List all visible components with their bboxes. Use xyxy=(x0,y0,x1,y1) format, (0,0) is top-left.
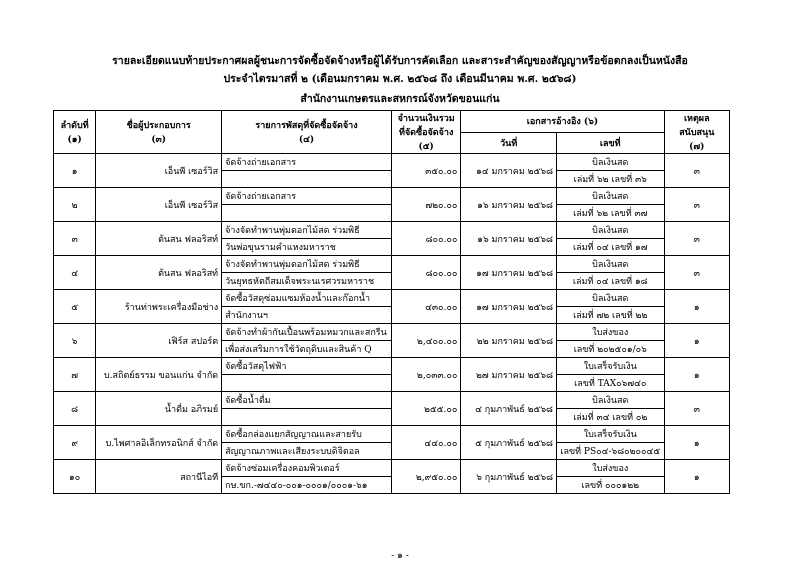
cell-no: ๖ xyxy=(54,324,96,358)
cell-doc-type: บิลเงินสด xyxy=(557,188,665,205)
cell-vendor: เอ็นพี เซอร์วิส xyxy=(96,188,222,222)
header-amount: จำนวนเงินรวม ที่จัดซื้อจัดจ้าง (๕) xyxy=(391,111,460,154)
cell-doc-number: เล่มที่ ๐๔ เลขที่ ๑๗ xyxy=(557,239,665,256)
cell-vendor: เฟิร์ส สปอร์ต xyxy=(96,324,222,358)
cell-item-line-2: กษ.ขก.-๗๔๔๐-๐๐๑-๐๐๐๑/๐๐๐๑-๖๑ xyxy=(222,477,392,494)
cell-reason: ๓ xyxy=(664,222,729,256)
cell-amount: ๒,๙๕๐.๐๐ xyxy=(391,460,460,494)
cell-date: ๖ กุมภาพันธ์ ๒๕๖๘ xyxy=(461,460,557,494)
cell-vendor: บ.สถิตย์ธรรม ขอนแก่น จำกัด xyxy=(96,358,222,392)
cell-item-line-1: จัดซื้อวัสดุซ่อมแซมห้องน้ำและก๊อกน้ำ xyxy=(222,290,392,307)
cell-amount: ๒,๐๓๓.๐๐ xyxy=(391,358,460,392)
cell-item-line-2: สัญญาณภาพและเสียงระบบดิจิตอล xyxy=(222,443,392,460)
table-row xyxy=(54,222,730,239)
cell-date: ๑๖ มกราคม ๒๕๖๘ xyxy=(461,188,557,222)
cell-reason: ๓ xyxy=(664,256,729,290)
cell-reason: ๑ xyxy=(664,358,729,392)
cell-item-line-1: จัดซื้อกล่องแยกสัญญาณและสายรับ xyxy=(222,426,392,443)
header-docs: เอกสารอ้างอิง (๖) xyxy=(461,111,664,133)
title-line-3: สำนักงานเกษตรและสหกรณ์จังหวัดขอนแก่น xyxy=(300,93,500,105)
table-row xyxy=(54,392,730,409)
procurement-table xyxy=(53,110,730,494)
cell-date: ๒๗ มกราคม ๒๕๖๘ xyxy=(461,358,557,392)
cell-item-line-2: วันยุทธหัตถีสมเด็จพระนเรศวรมหาราช xyxy=(222,273,392,290)
cell-doc-number: เล่มที่ ๖๒ เลขที่ ๓๖ xyxy=(557,171,665,188)
cell-vendor: ต้นสน ฟลอริสท์ xyxy=(96,256,222,290)
cell-amount: ๔๓๐.๐๐ xyxy=(391,290,460,324)
cell-doc-number: เลขที่ ๒๐๒๕๐๑/๐๖ xyxy=(557,341,665,358)
cell-doc-number: เลขที่ TAX๐๖๗๔๐ xyxy=(557,375,665,392)
cell-amount: ๔๔๐.๐๐ xyxy=(391,426,460,460)
cell-doc-type: ใบเสร็จรับเงิน xyxy=(557,358,665,375)
table-row xyxy=(54,188,730,205)
cell-item-line-2 xyxy=(222,205,392,222)
cell-doc-type: บิลเงินสด xyxy=(557,256,665,273)
cell-item-line-1: จัดซื้อวัสดุไฟฟ้า xyxy=(222,358,392,375)
header-no: ลำดับที่ (๑) xyxy=(54,111,96,154)
cell-doc-type: บิลเงินสด xyxy=(557,392,665,409)
cell-amount: ๓๕๐.๐๐ xyxy=(391,154,460,188)
cell-reason: ๓ xyxy=(664,188,729,222)
cell-date: ๑๔ มกราคม ๒๕๖๘ xyxy=(461,154,557,188)
cell-doc-number: เล่มที่ ๓๔ เลขที่ ๐๒ xyxy=(557,409,665,426)
table-row xyxy=(54,290,730,307)
header-reason: เหตุผลสนับสนุน (๗) xyxy=(664,111,729,154)
cell-date: ๔ กุมภาพันธ์ ๒๕๖๘ xyxy=(461,392,557,426)
cell-no: ๕ xyxy=(54,290,96,324)
cell-vendor: ร้านท่าพระเครื่องมือช่าง xyxy=(96,290,222,324)
cell-doc-type: ใบส่งของ xyxy=(557,460,665,477)
title-line-1: รายละเอียดแนบท้ายประกาศผลผู้ชนะการจัดซื้อจัดจ้างหรือผู้ได้รับการคัดเลือก และสาระสำคัญของสัญญาหรือข้อตกลงเป็นหนังสือ xyxy=(112,55,688,67)
cell-doc-number: เล่มที่ ๐๔ เลขที่ ๑๘ xyxy=(557,273,665,290)
cell-item-line-2 xyxy=(222,375,392,392)
cell-item-line-1: จัดซื้อน้ำดื่ม xyxy=(222,392,392,409)
table-row xyxy=(54,154,730,171)
cell-no: ๓ xyxy=(54,222,96,256)
cell-doc-type: บิลเงินสด xyxy=(557,222,665,239)
title-line-2: ประจำไตรมาสที่ ๒ (เดือนมกราคม พ.ศ. ๒๕๖๘ ถึง เดือนมีนาคม พ.ศ. ๒๕๖๘) xyxy=(223,73,577,85)
cell-date: ๑๖ มกราคม ๒๕๖๘ xyxy=(461,222,557,256)
cell-vendor: น้ำดื่ม อภิรมย์ xyxy=(96,392,222,426)
cell-date: ๒๒ มกราคม ๒๕๖๘ xyxy=(461,324,557,358)
cell-no: ๒ xyxy=(54,188,96,222)
cell-amount: ๒,๔๐๐.๐๐ xyxy=(391,324,460,358)
cell-item-line-2: เพื่อส่งเสริมการใช้วัตถุดิบและสินค้า Q xyxy=(222,341,392,358)
table-row xyxy=(54,426,730,443)
cell-reason: ๓ xyxy=(664,154,729,188)
header-vendor: ชื่อผู้ประกอบการ (๓) xyxy=(96,111,222,154)
table-row xyxy=(54,358,730,375)
cell-amount: ๘๐๐.๐๐ xyxy=(391,256,460,290)
cell-doc-number: เลขที่ PS๐๔-๖๘๐๒๐๐๔๕ xyxy=(557,443,665,460)
cell-amount: ๘๐๐.๐๐ xyxy=(391,222,460,256)
cell-no: ๑ xyxy=(54,154,96,188)
cell-reason: ๑ xyxy=(664,426,729,460)
table-row xyxy=(54,460,730,477)
cell-no: ๙ xyxy=(54,426,96,460)
cell-amount: ๗๒๐.๐๐ xyxy=(391,188,460,222)
cell-no: ๗ xyxy=(54,358,96,392)
table-row xyxy=(54,324,730,341)
table-row xyxy=(54,256,730,273)
cell-no: ๘ xyxy=(54,392,96,426)
cell-date: ๕ กุมภาพันธ์ ๒๕๖๘ xyxy=(461,426,557,460)
cell-doc-type: บิลเงินสด xyxy=(557,290,665,307)
cell-item-line-2 xyxy=(222,171,392,188)
cell-amount: ๒๕๕.๐๐ xyxy=(391,392,460,426)
cell-no: ๔ xyxy=(54,256,96,290)
cell-reason: ๑ xyxy=(664,460,729,494)
header-item: รายการพัสดุที่จัดซื้อจัดจ้าง (๔) xyxy=(222,111,392,154)
cell-item-line-1: จัดจ้างถ่ายเอกสาร xyxy=(222,154,392,171)
cell-item-line-1: จัดจ้างทำผ้ากันเปื้อนพร้อมหมวกและสกรีน xyxy=(222,324,392,341)
cell-item-line-1: จ้างจัดทำพานพุ่มดอกไม้สด ร่วมพิธี xyxy=(222,222,392,239)
cell-doc-type: บิลเงินสด xyxy=(557,154,665,171)
cell-item-line-1: จ้างจัดทำพานพุ่มดอกไม้สด ร่วมพิธี xyxy=(222,256,392,273)
cell-item-line-2: วันพ่อขุนรามคำแหงมหาราช xyxy=(222,239,392,256)
cell-item-line-1: จัดจ้างซ่อมเครื่องคอมพิวเตอร์ xyxy=(222,460,392,477)
cell-date: ๑๗ มกราคม ๒๕๖๘ xyxy=(461,256,557,290)
cell-doc-number: เล่มที่ ๗๒ เลขที่ ๒๒ xyxy=(557,307,665,324)
cell-item-line-2 xyxy=(222,409,392,426)
cell-vendor: เอ็นพี เซอร์วิส xyxy=(96,154,222,188)
cell-item-line-1: จัดจ้างถ่ายเอกสาร xyxy=(222,188,392,205)
page-number: - ๑ - xyxy=(391,551,409,561)
cell-no: ๑๐ xyxy=(54,460,96,494)
cell-vendor: ต้นสน ฟลอริสท์ xyxy=(96,222,222,256)
cell-date: ๑๗ มกราคม ๒๕๖๘ xyxy=(461,290,557,324)
cell-reason: ๑ xyxy=(664,290,729,324)
cell-reason: ๑ xyxy=(664,324,729,358)
cell-reason: ๓ xyxy=(664,392,729,426)
cell-doc-number: เล่มที่ ๖๒ เลขที่ ๓๗ xyxy=(557,205,665,222)
cell-vendor: สถานีไอที xyxy=(96,460,222,494)
header-doc-no: เลขที่ xyxy=(557,132,665,154)
cell-doc-number: เลขที่ ๐๐๐๑๒๒ xyxy=(557,477,665,494)
cell-item-line-2: สำนักงานฯ xyxy=(222,307,392,324)
cell-doc-type: ใบเสร็จรับเงิน xyxy=(557,426,665,443)
cell-vendor: บ.ไพศาลอิเล็กทรอนิกส์ จำกัด xyxy=(96,426,222,460)
table-body xyxy=(54,154,730,494)
cell-doc-type: ใบส่งของ xyxy=(557,324,665,341)
header-date: วันที่ xyxy=(461,132,557,154)
